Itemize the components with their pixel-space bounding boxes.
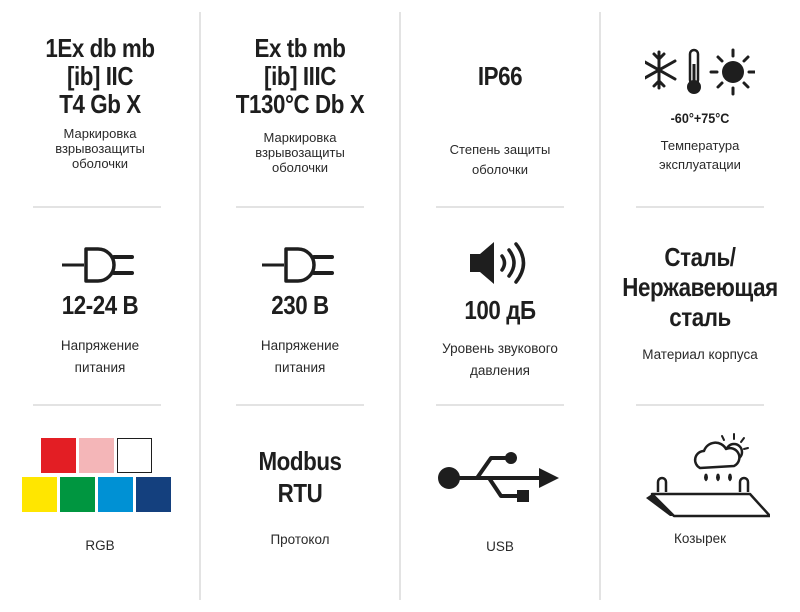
caption-line: взрывозащиты (55, 141, 145, 156)
caption-line: оболочки (271, 160, 329, 175)
cell-rgb (0, 438, 200, 568)
row-divider (33, 206, 161, 208)
plug-icon (60, 245, 140, 285)
cell-sound (400, 238, 600, 382)
protocol-value (214, 445, 386, 509)
caption-line: взрывозащиты (255, 145, 345, 160)
plug-icon (260, 245, 340, 285)
voltage-high-caption (200, 335, 400, 379)
voltage-low-value: 12-24 В (61, 290, 139, 320)
caption-line: оболочки (471, 162, 529, 177)
thermometer-icon (687, 50, 701, 94)
row-divider (436, 404, 564, 406)
usb-icon (435, 450, 565, 506)
ip-value: IP66 (477, 61, 523, 91)
cell-ext-marking (200, 34, 400, 175)
swatch-pink (79, 438, 114, 473)
speaker-icon (460, 238, 540, 288)
caption-line: Уровень звукового (442, 341, 558, 356)
row-divider (236, 404, 364, 406)
caption-line: Маркировка (263, 130, 337, 145)
voltage-low-caption (0, 335, 200, 379)
swatch-red (41, 438, 76, 473)
cell-material (600, 242, 800, 366)
swatch-navy (136, 477, 171, 512)
caption-line: Напряжение (60, 338, 140, 353)
exd-marking-line: 1Ex db mb (45, 33, 155, 63)
caption-line: оболочки (71, 156, 129, 171)
weather-icon (695, 434, 748, 480)
exd-marking-line: [ib] IIC (66, 61, 134, 91)
caption-line: давления (470, 363, 530, 378)
cell-exd-marking (0, 34, 200, 171)
sound-caption (400, 338, 600, 382)
temperature-icons (645, 44, 755, 104)
caption-line: питания (74, 360, 126, 375)
swatch-green (60, 477, 95, 512)
visor-caption: Козырек (673, 531, 727, 546)
material-line: Сталь/ (664, 242, 736, 272)
usb-caption: USB (486, 539, 514, 554)
cell-voltage-low (0, 245, 200, 379)
ext-marking-line: Ex tb mb (254, 33, 346, 63)
ext-marking (214, 34, 386, 118)
cell-voltage-high (200, 245, 400, 379)
temperature-caption (600, 136, 800, 174)
exd-marking-line: T4 Gb X (59, 89, 141, 119)
caption-line: эксплуатации (659, 157, 741, 172)
rgb-caption: RGB (85, 538, 115, 553)
visor-icon (630, 430, 770, 520)
ext-marking-line: T130°C Db X (235, 89, 365, 119)
row-divider (33, 404, 161, 406)
caption-line: Степень защиты (449, 142, 551, 157)
exd-caption (0, 126, 200, 171)
temperature-value: -60°+75°C (670, 110, 730, 126)
cell-ip (400, 62, 600, 180)
swatch-white (117, 438, 152, 473)
material-caption: Материал корпуса (642, 347, 758, 362)
ip-caption (400, 140, 600, 180)
material-value (614, 242, 786, 332)
ext-caption (200, 130, 400, 175)
material-line: Нержавеющая (622, 272, 778, 302)
protocol-line: Modbus (258, 446, 342, 476)
swatch-yellow (22, 477, 57, 512)
row-divider (436, 206, 564, 208)
snowflake-icon (645, 52, 675, 88)
cell-visor (600, 430, 800, 550)
protocol-caption: Протокол (270, 532, 330, 547)
swatch-blue (98, 477, 133, 512)
voltage-high-value: 230 В (271, 290, 329, 320)
material-line: сталь (669, 302, 731, 332)
caption-line: Температура (660, 138, 740, 153)
row-divider (236, 206, 364, 208)
caption-line: Напряжение (260, 338, 340, 353)
caption-line: Маркировка (63, 126, 137, 141)
caption-line: питания (274, 360, 326, 375)
exd-marking (14, 34, 186, 118)
row-divider (636, 404, 764, 406)
sound-value: 100 дБ (464, 295, 536, 325)
ext-marking-line: [ib] IIIC (264, 61, 336, 91)
row-divider (636, 206, 764, 208)
cell-protocol (200, 445, 400, 551)
sun-icon (711, 50, 755, 94)
cell-temperature (600, 44, 800, 174)
cell-usb (400, 450, 600, 558)
protocol-line: RTU (277, 478, 323, 508)
